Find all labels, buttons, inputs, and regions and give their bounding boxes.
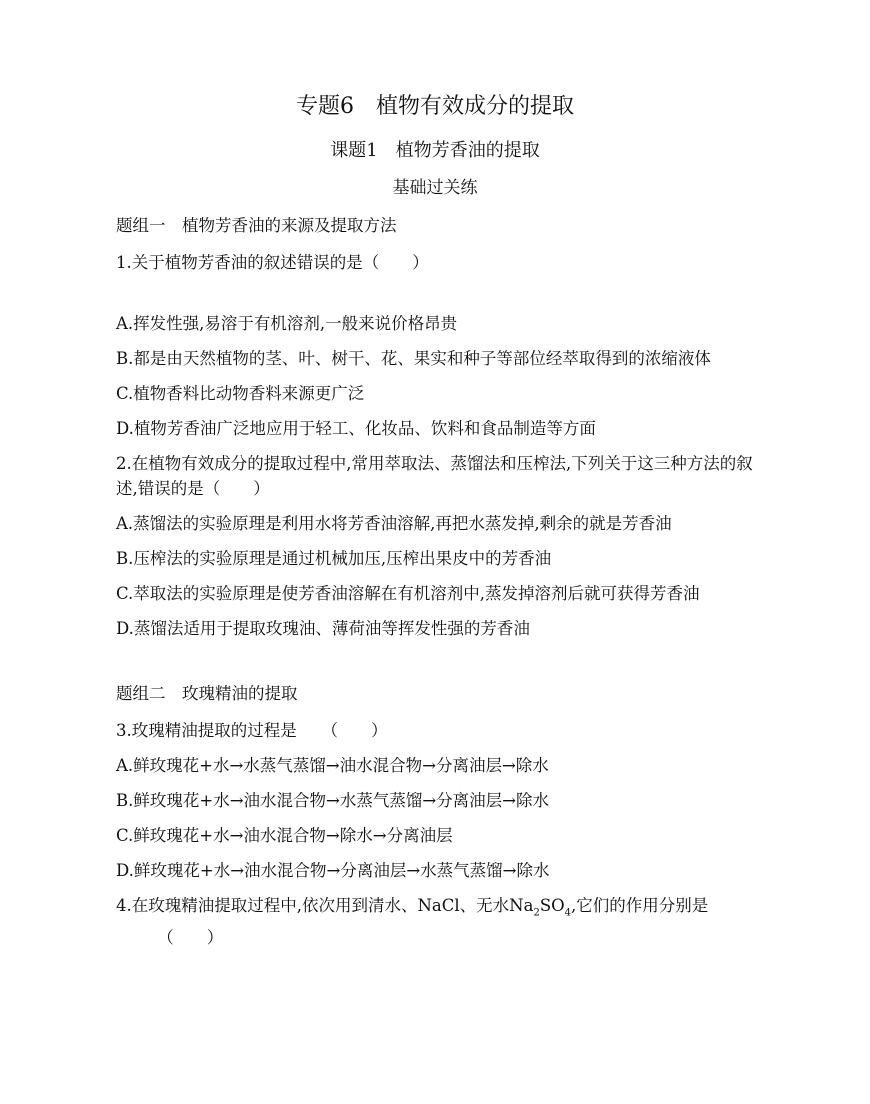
q2-option-b: B.压榨法的实验原理是通过机械加压,压榨出果皮中的芳香油 xyxy=(116,549,552,568)
q2-option-d: D.蒸馏法适用于提取玫瑰油、薄荷油等挥发性强的芳香油 xyxy=(116,619,530,638)
q1-option-c: C.植物香料比动物香料来源更广泛 xyxy=(116,384,365,403)
section-title: 基础过关练 xyxy=(392,178,478,198)
q3-option-b: B.鲜玫瑰花+水→油水混合物→水蒸气蒸馏→分离油层→除水 xyxy=(116,791,549,810)
q2-stem: 2.在植物有效成分的提取过程中,常用萃取法、蒸馏法和压榨法,下列关于这三种方法的叙述,错误的是（ ） xyxy=(116,454,753,498)
q3-option-d: D.鲜玫瑰花+水→油水混合物→分离油层→水蒸气蒸馏→除水 xyxy=(116,861,550,880)
q3-stem: 3.玫瑰精油提取的过程是 （ ） xyxy=(116,721,388,740)
q4-stem xyxy=(116,893,756,950)
q4-subscript: 2 xyxy=(533,907,540,919)
q2-option-c: C.萃取法的实验原理是使芳香油溶解在有机溶剂中,蒸发掉溶剂后就可获得芳香油 xyxy=(116,584,700,603)
q1-stem: 1.关于植物芳香油的叙述错误的是（ ） xyxy=(116,253,429,272)
lesson-title: 课题1 植物芳香油的提取 xyxy=(330,140,540,161)
q2-option-a: A.蒸馏法的实验原理是利用水将芳香油溶解,再把水蒸发掉,剩余的就是芳香油 xyxy=(116,514,672,533)
group2-heading: 题组二 玫瑰精油的提取 xyxy=(116,684,298,703)
q4-stem-part2: ,它们的作用分别是 xyxy=(571,896,709,915)
q4-stem-part1: 4.在玫瑰精油提取过程中,依次用到清水、NaCl、无水Na xyxy=(116,896,534,915)
q1-option-a: A.挥发性强,易溶于有机溶剂,一般来说价格昂贵 xyxy=(116,314,458,333)
q3-option-c: C.鲜玫瑰花+水→油水混合物→除水→分离油层 xyxy=(116,826,453,845)
q3-option-a: A.鲜玫瑰花+水→水蒸气蒸馏→油水混合物→分离油层→除水 xyxy=(116,756,549,775)
q4-subscript-2: 4 xyxy=(564,907,572,919)
topic-title: 专题6 植物有效成分的提取 xyxy=(296,94,574,119)
question-content xyxy=(116,213,756,960)
q4-stem-line2: （ ） xyxy=(116,928,224,948)
group1-heading: 题组一 植物芳香油的来源及提取方法 xyxy=(116,216,397,235)
q4-stem-mid: SO xyxy=(539,896,565,915)
q1-option-d: D.植物芳香油广泛地应用于轻工、化妆品、饮料和食品制造等方面 xyxy=(116,419,596,438)
q1-option-b: B.都是由天然植物的茎、叶、树干、花、果实和种子等部位经萃取得到的浓缩液体 xyxy=(116,349,711,368)
